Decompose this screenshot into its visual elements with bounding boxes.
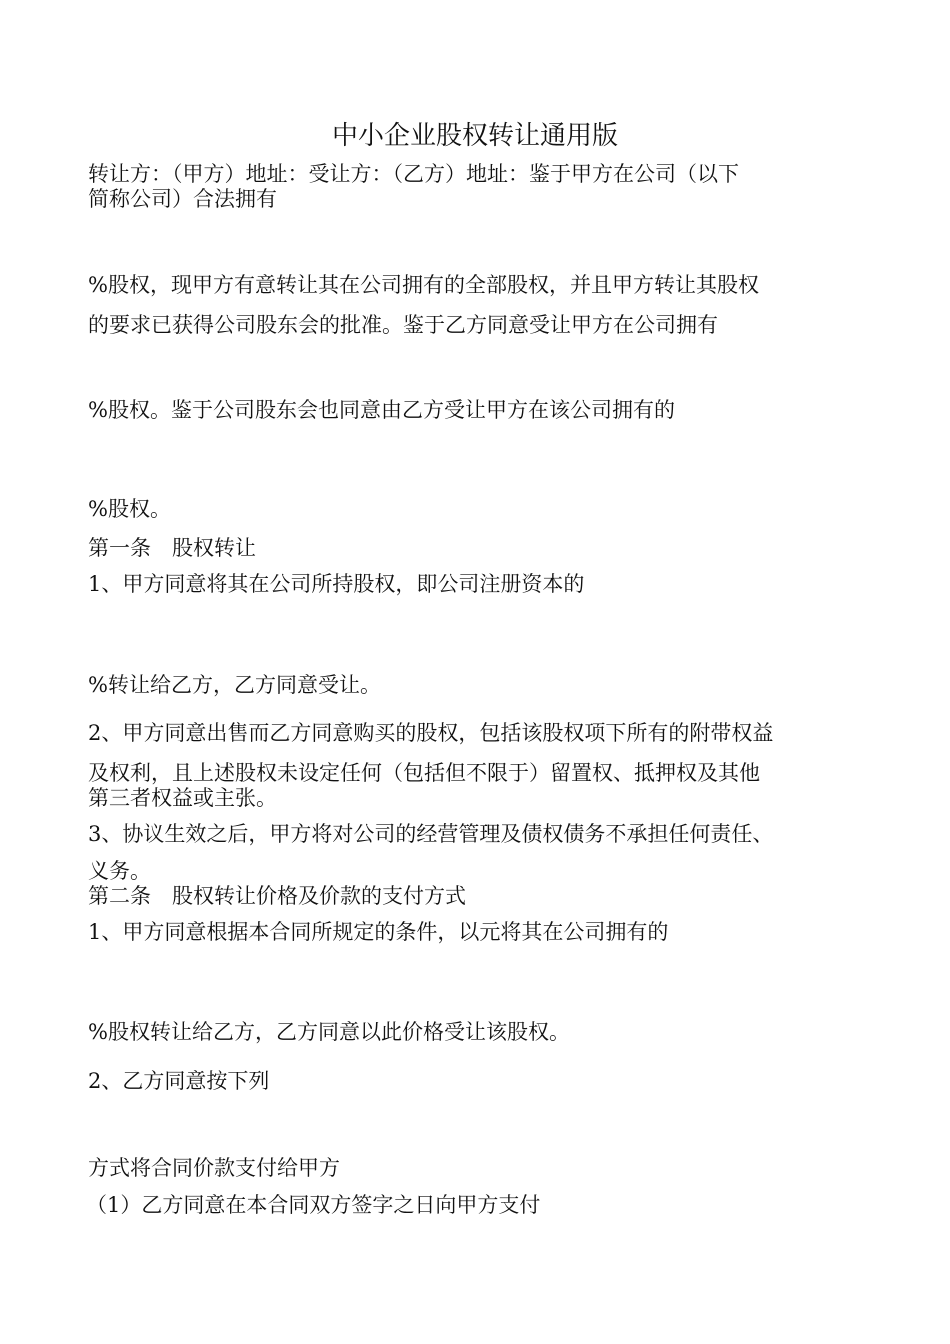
paragraph-line: %股权转让给乙方，乙方同意以此价格受让该股权。 (88, 1020, 570, 1044)
paragraph-line: 及权利，且上述股权未设定任何（包括但不限于）留置权、抵押权及其他 (88, 761, 760, 785)
paragraph-line: 转让方：（甲方）地址：受让方：（乙方）地址：鉴于甲方在公司（以下 (88, 162, 739, 186)
paragraph-line: 义务。 (88, 859, 151, 883)
paragraph-line: （1）乙方同意在本合同双方签字之日向甲方支付 (86, 1193, 541, 1217)
paragraph-line: %转让给乙方，乙方同意受让。 (88, 673, 381, 697)
paragraph-line: 第三者权益或主张。 (88, 786, 277, 810)
paragraph-line: 简称公司）合法拥有 (88, 187, 277, 211)
paragraph-line: 3、协议生效之后，甲方将对公司的经营管理及债权债务不承担任何责任、 (88, 822, 774, 846)
paragraph-line: 1、甲方同意根据本合同所规定的条件，以元将其在公司拥有的 (88, 920, 669, 944)
paragraph-line: 的要求已获得公司股东会的批准。鉴于乙方同意受让甲方在公司拥有 (88, 313, 718, 337)
paragraph-line: %股权。鉴于公司股东会也同意由乙方受让甲方在该公司拥有的 (88, 398, 675, 422)
paragraph-line: %股权，现甲方有意转让其在公司拥有的全部股权，并且甲方转让其股权 (88, 273, 759, 297)
paragraph-line: 方式将合同价款支付给甲方 (88, 1156, 340, 1180)
paragraph-line: 2、甲方同意出售而乙方同意购买的股权，包括该股权项下所有的附带权益 (88, 721, 774, 745)
article-heading: 第二条 股权转让价格及价款的支付方式 (88, 884, 466, 908)
paragraph-line: 2、乙方同意按下列 (88, 1069, 270, 1093)
paragraph-line: 1、甲方同意将其在公司所持股权，即公司注册资本的 (88, 572, 585, 596)
document-title: 中小企业股权转让通用版 (331, 121, 618, 151)
article-heading: 第一条 股权转让 (88, 536, 256, 560)
paragraph-line: %股权。 (88, 497, 171, 521)
